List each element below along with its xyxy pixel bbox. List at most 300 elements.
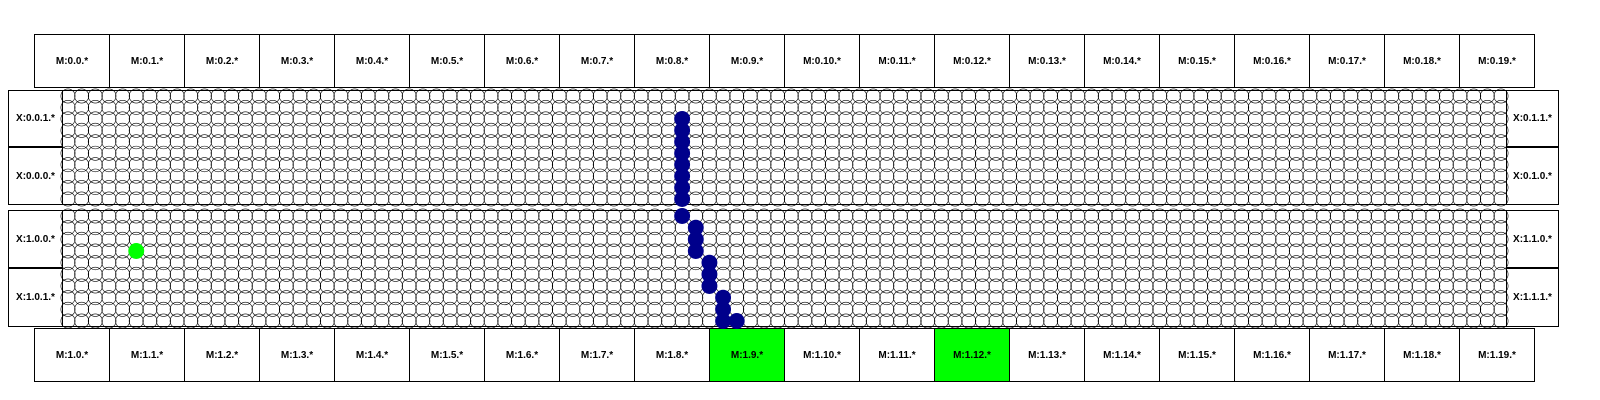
- node-circle: [525, 146, 539, 160]
- node-circle: [293, 244, 307, 258]
- node-circle: [498, 180, 512, 194]
- node-circle: [1044, 146, 1058, 160]
- node-circle: [348, 146, 362, 160]
- node-circle: [839, 135, 853, 149]
- node-circle: [812, 123, 826, 137]
- node-circle: [675, 279, 689, 293]
- node-circle: [1344, 267, 1358, 281]
- node-circle: [1344, 244, 1358, 258]
- node-circle: [757, 314, 771, 328]
- node-circle: [593, 112, 607, 126]
- node-circle: [1385, 169, 1399, 183]
- node-circle: [948, 100, 962, 114]
- node-circle: [102, 169, 116, 183]
- node-circle: [1344, 112, 1358, 126]
- node-circle: [1248, 89, 1262, 103]
- node-circle: [1180, 192, 1194, 206]
- node-circle: [279, 89, 293, 103]
- node-circle: [975, 158, 989, 172]
- node-circle: [1467, 291, 1481, 305]
- node-circle: [1139, 146, 1153, 160]
- node-circle: [279, 221, 293, 235]
- node-circle: [743, 180, 757, 194]
- node-circle: [238, 209, 252, 223]
- node-circle: [129, 291, 143, 305]
- node-circle: [948, 221, 962, 235]
- node-circle: [743, 135, 757, 149]
- node-circle: [375, 302, 389, 316]
- node-circle: [1071, 180, 1085, 194]
- node-circle: [1207, 256, 1221, 270]
- node-circle: [525, 244, 539, 258]
- node-circle: [1166, 302, 1180, 316]
- node-circle: [1303, 279, 1317, 293]
- node-circle: [238, 279, 252, 293]
- node-circle: [266, 89, 280, 103]
- node-circle: [1112, 232, 1126, 246]
- node-circle: [716, 100, 730, 114]
- node-circle: [1344, 146, 1358, 160]
- node-circle: [893, 180, 907, 194]
- node-circle: [484, 209, 498, 223]
- node-circle: [334, 314, 348, 328]
- node-circle: [1371, 279, 1385, 293]
- node-circle: [716, 146, 730, 160]
- node-circle: [962, 209, 976, 223]
- node-circle: [1330, 180, 1344, 194]
- node-circle: [648, 135, 662, 149]
- node-circle: [1262, 146, 1276, 160]
- node-circle: [1316, 314, 1330, 328]
- node-circle: [1467, 112, 1481, 126]
- node-circle: [61, 169, 75, 183]
- node-circle: [839, 279, 853, 293]
- node-circle: [648, 221, 662, 235]
- node-circle: [1125, 302, 1139, 316]
- node-circle: [457, 267, 471, 281]
- node-circle: [1248, 123, 1262, 137]
- node-circle: [88, 209, 102, 223]
- node-circle: [730, 221, 744, 235]
- node-circle: [1084, 158, 1098, 172]
- node-circle: [1003, 291, 1017, 305]
- node-circle: [1098, 169, 1112, 183]
- node-circle: [552, 123, 566, 137]
- node-circle: [1153, 232, 1167, 246]
- node-circle: [798, 180, 812, 194]
- node-circle: [334, 89, 348, 103]
- node-circle: [1044, 302, 1058, 316]
- node-circle: [457, 291, 471, 305]
- node-circle: [743, 158, 757, 172]
- node-circle: [784, 192, 798, 206]
- node-circle: [1276, 89, 1290, 103]
- node-circle: [525, 221, 539, 235]
- node-circle: [975, 221, 989, 235]
- node-circle: [1030, 279, 1044, 293]
- node-circle: [852, 314, 866, 328]
- node-circle: [156, 192, 170, 206]
- node-circle: [1194, 146, 1208, 160]
- node-circle: [784, 291, 798, 305]
- node-circle: [1125, 100, 1139, 114]
- node-circle: [607, 279, 621, 293]
- node-circle: [716, 158, 730, 172]
- node-circle: [1084, 100, 1098, 114]
- node-circle: [470, 158, 484, 172]
- node-circle: [402, 169, 416, 183]
- node-circle: [1207, 123, 1221, 137]
- node-circle: [1248, 180, 1262, 194]
- node-circle: [907, 291, 921, 305]
- node-circle: [102, 112, 116, 126]
- node-circle: [661, 314, 675, 328]
- node-circle: [1235, 314, 1249, 328]
- node-circle: [1235, 192, 1249, 206]
- node-circle: [115, 135, 129, 149]
- node-circle: [825, 112, 839, 126]
- node-circle: [484, 169, 498, 183]
- node-circle: [525, 135, 539, 149]
- node-circle: [511, 232, 525, 246]
- node-circle: [539, 232, 553, 246]
- node-circle: [429, 256, 443, 270]
- node-circle: [580, 209, 594, 223]
- node-circle: [170, 89, 184, 103]
- node-circle: [402, 314, 416, 328]
- node-circle: [1276, 135, 1290, 149]
- node-circle: [1371, 209, 1385, 223]
- node-circle: [1303, 221, 1317, 235]
- node-circle: [702, 314, 716, 328]
- node-circle: [1180, 89, 1194, 103]
- node-circle: [825, 180, 839, 194]
- node-circle: [1289, 256, 1303, 270]
- node-circle: [115, 158, 129, 172]
- node-circle: [334, 169, 348, 183]
- node-circle: [388, 221, 402, 235]
- module-label: M:0.14.*: [1084, 34, 1160, 88]
- node-circle: [361, 158, 375, 172]
- node-circle: [893, 89, 907, 103]
- node-circle: [1071, 291, 1085, 305]
- node-circle: [88, 221, 102, 235]
- node-circle: [1330, 100, 1344, 114]
- node-circle: [730, 135, 744, 149]
- node-circle: [648, 244, 662, 258]
- node-circle: [348, 244, 362, 258]
- node-circle: [511, 302, 525, 316]
- node-circle: [498, 100, 512, 114]
- node-circle: [307, 158, 321, 172]
- node-circle: [361, 291, 375, 305]
- path-node: [675, 192, 690, 207]
- node-circle: [934, 244, 948, 258]
- node-circle: [511, 146, 525, 160]
- node-circle: [293, 135, 307, 149]
- node-circle: [402, 180, 416, 194]
- node-circle: [648, 146, 662, 160]
- node-circle: [593, 267, 607, 281]
- node-circle: [293, 123, 307, 137]
- node-circle: [661, 302, 675, 316]
- node-circle: [1221, 100, 1235, 114]
- node-circle: [1289, 169, 1303, 183]
- node-circle: [416, 112, 430, 126]
- node-circle: [307, 135, 321, 149]
- node-circle: [1071, 221, 1085, 235]
- node-circle: [812, 180, 826, 194]
- node-circle: [1180, 123, 1194, 137]
- node-circle: [1316, 192, 1330, 206]
- node-circle: [197, 89, 211, 103]
- node-circle: [279, 100, 293, 114]
- node-circle: [1016, 123, 1030, 137]
- node-circle: [225, 267, 239, 281]
- node-circle: [1426, 291, 1440, 305]
- node-circle: [552, 232, 566, 246]
- node-circle: [539, 180, 553, 194]
- node-circle: [1112, 209, 1126, 223]
- node-circle: [1098, 291, 1112, 305]
- node-circle: [1248, 192, 1262, 206]
- node-circle: [115, 192, 129, 206]
- node-circle: [1153, 112, 1167, 126]
- node-circle: [1194, 89, 1208, 103]
- node-circle: [375, 112, 389, 126]
- node-circle: [1276, 123, 1290, 137]
- node-circle: [1276, 112, 1290, 126]
- node-circle: [866, 89, 880, 103]
- node-circle: [61, 314, 75, 328]
- node-circle: [1330, 209, 1344, 223]
- node-circle: [1125, 123, 1139, 137]
- node-circle: [825, 256, 839, 270]
- node-circle: [1289, 279, 1303, 293]
- node-circle: [1426, 209, 1440, 223]
- node-circle: [552, 89, 566, 103]
- node-circle: [525, 89, 539, 103]
- node-circle: [197, 180, 211, 194]
- node-circle: [771, 302, 785, 316]
- node-circle: [580, 221, 594, 235]
- node-circle: [402, 112, 416, 126]
- node-circle: [75, 221, 89, 235]
- node-circle: [156, 244, 170, 258]
- node-circle: [416, 279, 430, 293]
- node-circle: [1207, 291, 1221, 305]
- node-circle: [648, 100, 662, 114]
- node-circle: [1316, 221, 1330, 235]
- node-circle: [470, 180, 484, 194]
- node-circle: [238, 302, 252, 316]
- node-circle: [730, 112, 744, 126]
- node-circle: [156, 180, 170, 194]
- node-circle: [511, 221, 525, 235]
- node-circle: [620, 221, 634, 235]
- node-circle: [934, 158, 948, 172]
- node-circle: [1480, 192, 1494, 206]
- node-circle: [1044, 89, 1058, 103]
- node-circle: [812, 232, 826, 246]
- node-circle: [962, 232, 976, 246]
- node-circle: [293, 192, 307, 206]
- node-circle: [921, 135, 935, 149]
- node-circle: [1125, 279, 1139, 293]
- node-circle: [661, 209, 675, 223]
- crossbar-label: X:0.0.1.*: [8, 90, 63, 147]
- node-circle: [907, 158, 921, 172]
- node-circle: [580, 112, 594, 126]
- node-circle: [1112, 89, 1126, 103]
- node-circle: [88, 100, 102, 114]
- node-circle: [129, 89, 143, 103]
- node-circle: [839, 209, 853, 223]
- node-circle: [484, 158, 498, 172]
- node-circle: [1371, 221, 1385, 235]
- node-circle: [784, 123, 798, 137]
- node-circle: [1112, 100, 1126, 114]
- node-circle: [866, 112, 880, 126]
- node-circle: [388, 192, 402, 206]
- node-circle: [1439, 100, 1453, 114]
- node-circle: [839, 100, 853, 114]
- node-circle: [1016, 158, 1030, 172]
- node-circle: [1453, 314, 1467, 328]
- node-circle: [1357, 180, 1371, 194]
- node-circle: [1221, 256, 1235, 270]
- node-circle: [348, 135, 362, 149]
- node-circle: [1330, 314, 1344, 328]
- node-circle: [266, 123, 280, 137]
- node-circle: [702, 302, 716, 316]
- node-circle: [184, 291, 198, 305]
- node-circle: [1180, 267, 1194, 281]
- node-circle: [184, 256, 198, 270]
- node-circle: [607, 146, 621, 160]
- node-circle: [1303, 180, 1317, 194]
- node-circle: [975, 112, 989, 126]
- node-circle: [907, 314, 921, 328]
- node-circle: [211, 180, 225, 194]
- node-circle: [525, 302, 539, 316]
- node-circle: [225, 209, 239, 223]
- node-circle: [1235, 291, 1249, 305]
- node-circle: [730, 232, 744, 246]
- node-circle: [402, 158, 416, 172]
- node-circle: [1139, 209, 1153, 223]
- node-circle: [730, 279, 744, 293]
- node-circle: [757, 192, 771, 206]
- node-circle: [88, 291, 102, 305]
- node-circle: [1030, 89, 1044, 103]
- node-circle: [1467, 314, 1481, 328]
- node-circle: [648, 314, 662, 328]
- node-circle: [75, 256, 89, 270]
- node-circle: [1139, 267, 1153, 281]
- node-circle: [1398, 100, 1412, 114]
- node-circle: [61, 89, 75, 103]
- node-circle: [75, 267, 89, 281]
- node-circle: [1003, 192, 1017, 206]
- node-circle: [416, 244, 430, 258]
- node-circle: [1357, 146, 1371, 160]
- node-circle: [1439, 112, 1453, 126]
- node-circle: [1439, 232, 1453, 246]
- node-circle: [1494, 314, 1508, 328]
- node-circle: [812, 192, 826, 206]
- node-circle: [812, 169, 826, 183]
- node-circle: [115, 112, 129, 126]
- node-circle: [197, 112, 211, 126]
- node-circle: [102, 279, 116, 293]
- node-circle: [211, 256, 225, 270]
- node-circle: [388, 302, 402, 316]
- node-circle: [470, 256, 484, 270]
- node-circle: [1166, 100, 1180, 114]
- node-circle: [921, 244, 935, 258]
- node-circle: [1453, 291, 1467, 305]
- node-circle: [989, 123, 1003, 137]
- node-circle: [1439, 279, 1453, 293]
- node-circle: [1276, 302, 1290, 316]
- node-circle: [197, 314, 211, 328]
- node-circle: [1057, 291, 1071, 305]
- node-circle: [771, 135, 785, 149]
- node-circle: [907, 256, 921, 270]
- node-circle: [1180, 180, 1194, 194]
- node-circle: [320, 232, 334, 246]
- node-circle: [1139, 169, 1153, 183]
- node-circle: [743, 169, 757, 183]
- node-circle: [743, 192, 757, 206]
- node-circle: [375, 209, 389, 223]
- node-circle: [989, 256, 1003, 270]
- node-circle: [648, 291, 662, 305]
- node-circle: [375, 291, 389, 305]
- node-circle: [184, 244, 198, 258]
- node-circle: [170, 192, 184, 206]
- node-circle: [921, 100, 935, 114]
- node-circle: [839, 256, 853, 270]
- node-circle: [115, 221, 129, 235]
- node-circle: [457, 302, 471, 316]
- node-circle: [989, 302, 1003, 316]
- module-label: M:1.8.*: [634, 328, 710, 382]
- node-circle: [812, 314, 826, 328]
- node-circle: [784, 89, 798, 103]
- node-circle: [962, 123, 976, 137]
- node-circle: [580, 100, 594, 114]
- node-circle: [388, 146, 402, 160]
- node-circle: [661, 232, 675, 246]
- node-circle: [1357, 158, 1371, 172]
- node-circle: [197, 192, 211, 206]
- node-circle: [839, 267, 853, 281]
- node-circle: [388, 267, 402, 281]
- node-circle: [457, 100, 471, 114]
- node-circle: [225, 256, 239, 270]
- node-circle: [784, 158, 798, 172]
- node-circle: [962, 279, 976, 293]
- node-circle: [498, 256, 512, 270]
- node-circle: [1071, 302, 1085, 316]
- node-circle: [1071, 232, 1085, 246]
- node-circle: [156, 256, 170, 270]
- node-circle: [989, 158, 1003, 172]
- node-circle: [1303, 169, 1317, 183]
- crossbar-label: X:0.1.1.*: [1506, 90, 1559, 147]
